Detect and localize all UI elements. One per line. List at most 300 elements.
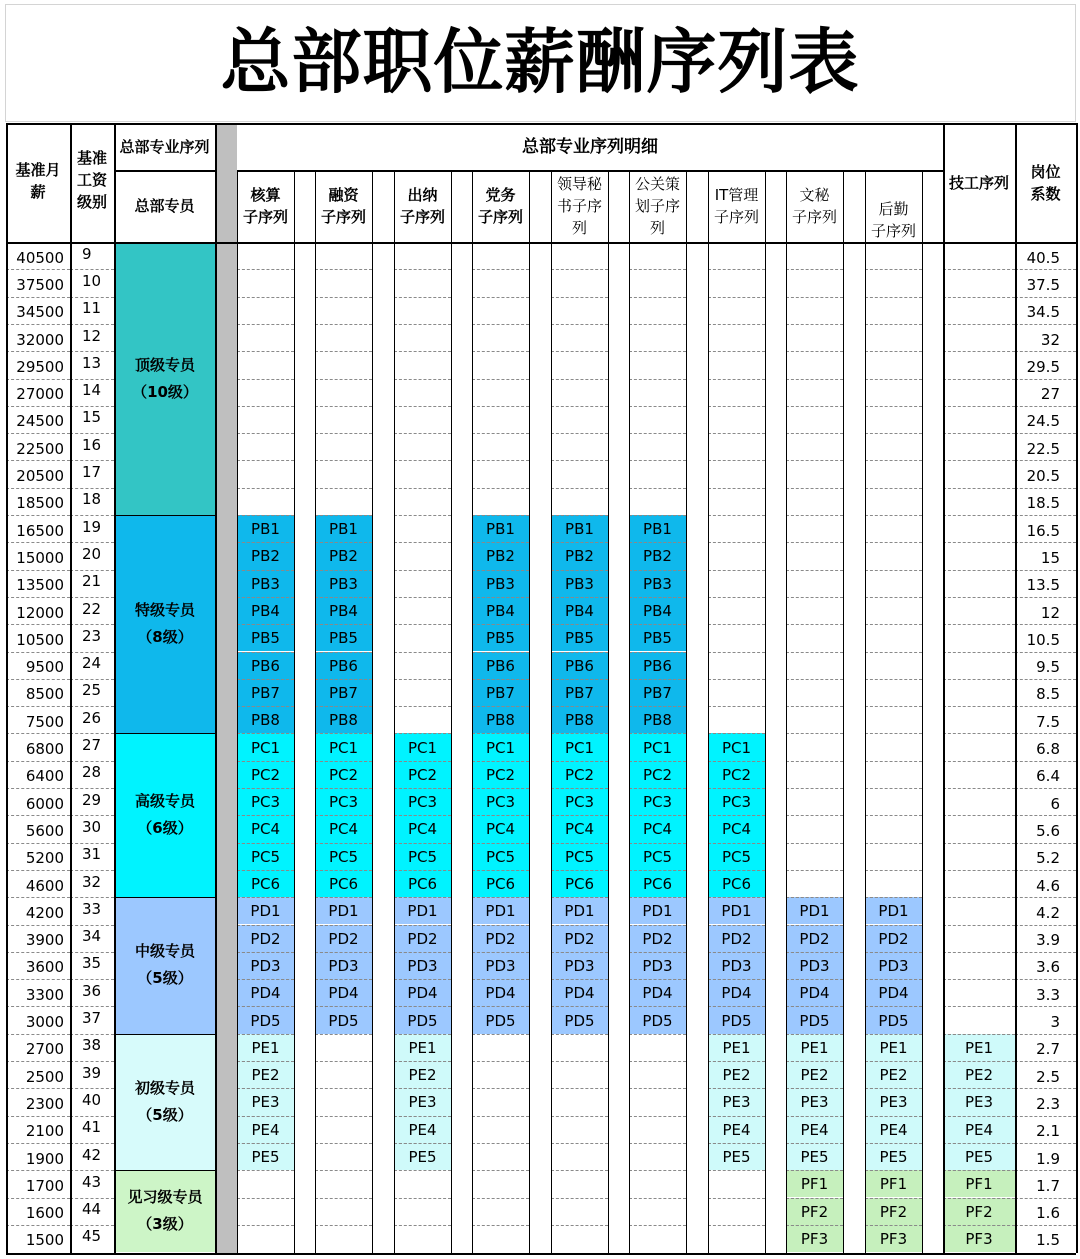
base-salary-cell: 1500 xyxy=(25,1231,64,1250)
grade-code-cell: PD1 xyxy=(472,897,529,924)
grade-cell: 12 xyxy=(82,326,102,345)
row-divider xyxy=(629,706,686,707)
row-divider xyxy=(943,515,1015,516)
row-divider xyxy=(315,1170,372,1171)
grade-code-cell: PB4 xyxy=(472,597,529,624)
row-divider xyxy=(237,761,294,762)
grade-cell: 28 xyxy=(82,763,102,782)
row-divider xyxy=(865,488,922,489)
row-divider xyxy=(1015,897,1076,898)
row-divider xyxy=(1015,269,1076,270)
row-divider xyxy=(70,1198,114,1199)
coefficient-cell: 20.5 xyxy=(1026,467,1060,486)
row-divider xyxy=(315,925,372,926)
row-divider xyxy=(472,1088,529,1089)
row-divider xyxy=(629,406,686,407)
row-divider xyxy=(708,1225,765,1226)
grade-cell: 18 xyxy=(82,490,102,509)
grade-code-cell: PE4 xyxy=(865,1116,922,1143)
row-divider xyxy=(629,1170,686,1171)
grade-cell: 37 xyxy=(82,1009,102,1028)
row-divider xyxy=(1015,1225,1076,1226)
grade-code-cell: PE2 xyxy=(394,1061,451,1088)
grade-code-cell: PD5 xyxy=(237,1006,294,1033)
row-divider xyxy=(629,925,686,926)
grade-code-cell: PD3 xyxy=(865,952,922,979)
row-divider xyxy=(708,460,765,461)
grid-line xyxy=(629,170,630,1253)
grade-code-cell: PE5 xyxy=(786,1143,843,1170)
row-divider xyxy=(394,1198,451,1199)
grade-code-cell: PC3 xyxy=(708,788,765,815)
row-divider xyxy=(551,870,608,871)
row-divider xyxy=(394,1116,451,1117)
grade-code-cell: PC1 xyxy=(237,733,294,760)
grade-code-cell: PB1 xyxy=(551,515,608,542)
row-divider xyxy=(943,351,1015,352)
row-divider xyxy=(70,652,114,653)
grid-line xyxy=(451,170,452,1253)
grade-code-cell: PE1 xyxy=(943,1034,1015,1061)
row-divider xyxy=(315,815,372,816)
grade-code-cell: PE5 xyxy=(943,1143,1015,1170)
grade-code-cell: PD4 xyxy=(315,979,372,1006)
row-divider xyxy=(629,843,686,844)
grade-code-cell: PD2 xyxy=(551,925,608,952)
row-divider xyxy=(472,1006,529,1007)
base-salary-cell: 20500 xyxy=(16,467,64,486)
grade-code-cell: PD3 xyxy=(786,952,843,979)
row-divider xyxy=(708,706,765,707)
grid-line xyxy=(765,170,766,1253)
row-divider xyxy=(237,406,294,407)
row-divider xyxy=(472,815,529,816)
row-divider xyxy=(786,733,843,734)
row-divider xyxy=(1015,870,1076,871)
coefficient-cell: 3.9 xyxy=(1036,931,1060,950)
row-divider xyxy=(943,460,1015,461)
row-divider xyxy=(943,897,1015,898)
row-divider xyxy=(394,488,451,489)
row-divider xyxy=(629,1088,686,1089)
header-subcolumn xyxy=(472,170,529,242)
row-divider xyxy=(315,761,372,762)
row-divider xyxy=(786,706,843,707)
row-divider xyxy=(394,406,451,407)
base-salary-cell: 5200 xyxy=(25,849,64,868)
grade-code-cell: PC5 xyxy=(629,843,686,870)
row-divider xyxy=(786,269,843,270)
grade-code-cell: PE1 xyxy=(865,1034,922,1061)
grade-code-cell: PD4 xyxy=(708,979,765,1006)
row-divider xyxy=(315,351,372,352)
row-divider xyxy=(943,1225,1015,1226)
grade-code-cell: PD2 xyxy=(786,925,843,952)
base-salary-cell: 13500 xyxy=(16,576,64,595)
row-divider xyxy=(786,597,843,598)
coefficient-cell: 29.5 xyxy=(1026,357,1060,376)
grid-line xyxy=(215,123,217,1253)
row-divider xyxy=(708,324,765,325)
row-divider xyxy=(6,570,70,571)
row-divider xyxy=(237,1034,294,1035)
grade-code-cell: PF3 xyxy=(786,1225,843,1252)
row-divider xyxy=(629,542,686,543)
grade-code-cell: PC3 xyxy=(629,788,686,815)
row-divider xyxy=(865,570,922,571)
row-divider xyxy=(70,324,114,325)
row-divider xyxy=(1015,570,1076,571)
grade-cell: 11 xyxy=(82,299,102,318)
grade-code-cell: PC6 xyxy=(315,870,372,897)
grid-line xyxy=(786,170,787,1253)
row-divider xyxy=(315,733,372,734)
grade-code-cell: PE2 xyxy=(708,1061,765,1088)
grade-code-cell: PB8 xyxy=(237,706,294,733)
row-divider xyxy=(551,788,608,789)
row-divider xyxy=(865,870,922,871)
grade-code-cell: PF2 xyxy=(865,1198,922,1225)
row-divider xyxy=(943,652,1015,653)
grade-code-cell: PC1 xyxy=(551,733,608,760)
row-divider xyxy=(6,351,70,352)
row-divider xyxy=(629,1198,686,1199)
row-divider xyxy=(943,706,1015,707)
grid-line xyxy=(114,1034,215,1035)
grade-code-cell: PB7 xyxy=(472,679,529,706)
coefficient-cell: 27 xyxy=(1040,385,1060,404)
band-block xyxy=(115,515,215,733)
row-divider xyxy=(943,815,1015,816)
row-divider xyxy=(6,406,70,407)
grade-code-cell: PB8 xyxy=(551,706,608,733)
row-divider xyxy=(1015,324,1076,325)
header-line: 出纳 xyxy=(407,186,438,204)
row-divider xyxy=(1015,1034,1076,1035)
row-divider xyxy=(315,788,372,789)
row-divider xyxy=(237,1225,294,1226)
row-divider xyxy=(1015,979,1076,980)
grade-code-cell: PC1 xyxy=(472,733,529,760)
grade-cell: 36 xyxy=(82,981,102,1000)
row-divider xyxy=(70,1170,114,1171)
row-divider xyxy=(315,324,372,325)
grade-code-cell: PC4 xyxy=(708,815,765,842)
row-divider xyxy=(472,379,529,380)
grade-code-cell: PE5 xyxy=(708,1143,765,1170)
grade-code-cell: PC1 xyxy=(394,733,451,760)
row-divider xyxy=(6,1143,70,1144)
row-divider xyxy=(629,1006,686,1007)
header-seq-sub: 总部专员 xyxy=(134,197,195,215)
row-divider xyxy=(237,679,294,680)
row-divider xyxy=(786,570,843,571)
row-divider xyxy=(394,1006,451,1007)
row-divider xyxy=(865,979,922,980)
row-divider xyxy=(70,761,114,762)
row-divider xyxy=(1015,925,1076,926)
row-divider xyxy=(786,1116,843,1117)
row-divider xyxy=(865,1225,922,1226)
grade-cell: 41 xyxy=(82,1118,102,1137)
grade-cell: 33 xyxy=(82,899,102,918)
coefficient-cell: 7.5 xyxy=(1036,712,1060,731)
base-salary-cell: 3000 xyxy=(25,1013,64,1032)
row-divider xyxy=(551,925,608,926)
row-divider xyxy=(394,515,451,516)
row-divider xyxy=(70,870,114,871)
grade-code-cell: PE1 xyxy=(786,1034,843,1061)
row-divider xyxy=(237,952,294,953)
grid-line xyxy=(6,123,1076,125)
grade-code-cell: PB8 xyxy=(629,706,686,733)
row-divider xyxy=(629,979,686,980)
grade-code-cell: PE4 xyxy=(786,1116,843,1143)
row-divider xyxy=(472,460,529,461)
grade-code-cell: PF2 xyxy=(786,1198,843,1225)
grade-cell: 38 xyxy=(82,1036,102,1055)
row-divider xyxy=(1015,1088,1076,1089)
header-detail: 总部专业序列明细 xyxy=(522,136,658,157)
coefficient-cell: 3.3 xyxy=(1036,985,1060,1004)
grade-code-cell: PD2 xyxy=(237,925,294,952)
grid-line xyxy=(472,170,473,1253)
grade-cell: 14 xyxy=(82,381,102,400)
row-divider xyxy=(70,1006,114,1007)
base-salary-cell: 18500 xyxy=(16,494,64,513)
row-divider xyxy=(629,269,686,270)
row-divider xyxy=(551,406,608,407)
row-divider xyxy=(472,406,529,407)
row-divider xyxy=(237,597,294,598)
row-divider xyxy=(865,269,922,270)
header-line: 子序列 xyxy=(242,208,288,226)
row-divider xyxy=(786,952,843,953)
band-levels: （5级） xyxy=(137,1105,193,1124)
row-divider xyxy=(629,1034,686,1035)
row-divider xyxy=(70,570,114,571)
row-divider xyxy=(472,1143,529,1144)
row-divider xyxy=(472,1225,529,1226)
header-line: 子序列 xyxy=(477,208,523,226)
row-divider xyxy=(394,351,451,352)
row-divider xyxy=(472,1061,529,1062)
header-subcolumn xyxy=(786,170,843,242)
row-divider xyxy=(237,1143,294,1144)
row-divider xyxy=(708,488,765,489)
header-tech-seq: 技工序列 xyxy=(948,174,1009,192)
row-divider xyxy=(786,1225,843,1226)
row-divider xyxy=(708,269,765,270)
row-divider xyxy=(6,652,70,653)
row-divider xyxy=(1015,406,1076,407)
row-divider xyxy=(551,379,608,380)
grade-code-cell: PC6 xyxy=(629,870,686,897)
row-divider xyxy=(629,952,686,953)
base-salary-cell: 10500 xyxy=(16,630,64,649)
base-salary-cell: 27000 xyxy=(16,385,64,404)
row-divider xyxy=(1015,624,1076,625)
header-line: 工资 xyxy=(76,171,107,189)
grade-code-cell: PC5 xyxy=(472,843,529,870)
grade-code-cell: PD5 xyxy=(786,1006,843,1033)
base-salary-cell: 12000 xyxy=(16,603,64,622)
grade-code-cell: PE3 xyxy=(708,1088,765,1115)
row-divider xyxy=(708,597,765,598)
row-divider xyxy=(315,1143,372,1144)
grade-cell: 40 xyxy=(82,1090,102,1109)
grid-line xyxy=(237,170,238,1253)
row-divider xyxy=(551,269,608,270)
grade-cell: 21 xyxy=(82,572,102,591)
row-divider xyxy=(943,379,1015,380)
grade-cell: 45 xyxy=(82,1227,102,1246)
coefficient-cell: 3.6 xyxy=(1036,958,1060,977)
row-divider xyxy=(629,460,686,461)
row-divider xyxy=(551,488,608,489)
row-divider xyxy=(551,624,608,625)
grade-code-cell: PB8 xyxy=(472,706,529,733)
row-divider xyxy=(237,788,294,789)
grid-line xyxy=(114,733,215,734)
row-divider xyxy=(551,460,608,461)
row-divider xyxy=(943,1061,1015,1062)
grade-cell: 32 xyxy=(82,872,102,891)
grade-cell: 29 xyxy=(82,790,102,809)
grade-cell: 22 xyxy=(82,599,102,618)
row-divider xyxy=(315,652,372,653)
band-name: 顶级专员 xyxy=(134,355,195,374)
coefficient-cell: 32 xyxy=(1040,330,1060,349)
row-divider xyxy=(6,925,70,926)
row-divider xyxy=(237,570,294,571)
grade-code-cell: PE2 xyxy=(865,1061,922,1088)
coefficient-cell: 1.6 xyxy=(1036,1204,1060,1223)
header-line: 基准月 xyxy=(15,161,61,179)
row-divider xyxy=(394,324,451,325)
row-divider xyxy=(551,1116,608,1117)
grade-code-cell: PD3 xyxy=(315,952,372,979)
row-divider xyxy=(394,652,451,653)
row-divider xyxy=(708,733,765,734)
row-divider xyxy=(70,297,114,298)
base-salary-cell: 5600 xyxy=(25,821,64,840)
row-divider xyxy=(551,1225,608,1226)
row-divider xyxy=(1015,488,1076,489)
grade-code-cell: PC6 xyxy=(708,870,765,897)
row-divider xyxy=(394,761,451,762)
band-name: 特级专员 xyxy=(134,601,195,620)
row-divider xyxy=(865,1198,922,1199)
row-divider xyxy=(394,624,451,625)
row-divider xyxy=(551,297,608,298)
row-divider xyxy=(394,597,451,598)
row-divider xyxy=(786,324,843,325)
row-divider xyxy=(786,652,843,653)
row-divider xyxy=(237,379,294,380)
base-salary-cell: 4600 xyxy=(25,876,64,895)
row-divider xyxy=(472,1170,529,1171)
row-divider xyxy=(70,269,114,270)
grade-cell: 39 xyxy=(82,1063,102,1082)
band-levels: （6级） xyxy=(137,819,193,838)
header-coefficient xyxy=(1015,123,1076,243)
grade-code-cell: PB4 xyxy=(237,597,294,624)
row-divider xyxy=(1015,815,1076,816)
coefficient-cell: 1.5 xyxy=(1036,1231,1060,1250)
row-divider xyxy=(943,733,1015,734)
coefficient-cell: 4.2 xyxy=(1036,903,1060,922)
row-divider xyxy=(1015,761,1076,762)
row-divider xyxy=(1015,733,1076,734)
grade-code-cell: PB3 xyxy=(629,570,686,597)
grade-cell: 23 xyxy=(82,626,102,645)
row-divider xyxy=(6,733,70,734)
row-divider xyxy=(786,406,843,407)
row-divider xyxy=(943,1034,1015,1035)
grade-code-cell: PE4 xyxy=(394,1116,451,1143)
grade-code-cell: PB6 xyxy=(237,652,294,679)
row-divider xyxy=(943,433,1015,434)
row-divider xyxy=(786,870,843,871)
coefficient-cell: 37.5 xyxy=(1026,275,1060,294)
row-divider xyxy=(943,324,1015,325)
grade-code-cell: PE3 xyxy=(943,1088,1015,1115)
coefficient-cell: 6 xyxy=(1050,794,1060,813)
grade-code-cell: PD4 xyxy=(237,979,294,1006)
row-divider xyxy=(472,624,529,625)
row-divider xyxy=(472,979,529,980)
row-divider xyxy=(786,1088,843,1089)
row-divider xyxy=(472,324,529,325)
base-salary-cell: 7500 xyxy=(25,712,64,731)
grade-code-cell: PB6 xyxy=(472,652,529,679)
row-divider xyxy=(6,1170,70,1171)
base-salary-cell: 2700 xyxy=(25,1040,64,1059)
grade-cell: 44 xyxy=(82,1200,102,1219)
grade-code-cell: PE2 xyxy=(943,1061,1015,1088)
row-divider xyxy=(943,979,1015,980)
grade-code-cell: PB5 xyxy=(315,624,372,651)
row-divider xyxy=(1015,460,1076,461)
grid-line xyxy=(6,242,1076,244)
row-divider xyxy=(237,433,294,434)
row-divider xyxy=(551,433,608,434)
grade-cell: 10 xyxy=(82,271,102,290)
row-divider xyxy=(865,460,922,461)
row-divider xyxy=(237,1170,294,1171)
grade-code-cell: PC3 xyxy=(394,788,451,815)
row-divider xyxy=(708,788,765,789)
band-name: 中级专员 xyxy=(134,942,195,961)
row-divider xyxy=(865,1061,922,1062)
header-line: 公关策 xyxy=(634,175,680,193)
row-divider xyxy=(315,1061,372,1062)
row-divider xyxy=(237,1006,294,1007)
base-salary-cell: 6000 xyxy=(25,794,64,813)
header-line: 融资 xyxy=(328,186,359,204)
coefficient-cell: 1.7 xyxy=(1036,1176,1060,1195)
coefficient-cell: 34.5 xyxy=(1026,303,1060,322)
row-divider xyxy=(865,952,922,953)
grade-code-cell: PB6 xyxy=(629,652,686,679)
base-salary-cell: 32000 xyxy=(16,330,64,349)
grade-code-cell: PC4 xyxy=(629,815,686,842)
grade-code-cell: PB4 xyxy=(629,597,686,624)
row-divider xyxy=(708,1061,765,1062)
coefficient-cell: 12 xyxy=(1040,603,1060,622)
grade-cell: 26 xyxy=(82,708,102,727)
